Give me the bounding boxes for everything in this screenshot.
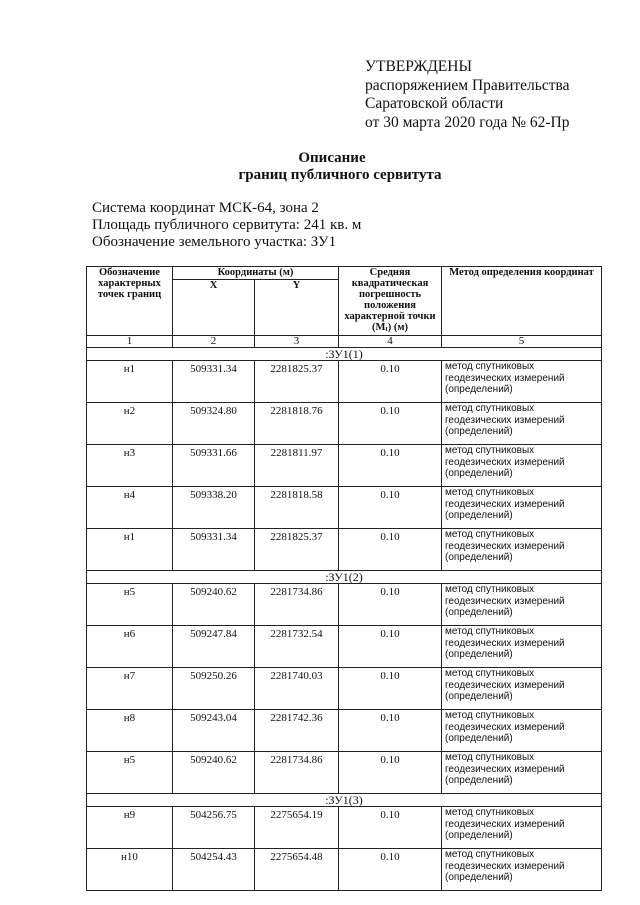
determination-method: метод спутниковых геодезических измерений (определений): [442, 849, 602, 891]
group-label: :ЗУ1(3): [87, 794, 602, 807]
determination-method: метод спутниковых геодезических измерений (определений): [442, 626, 602, 668]
point-label: н1: [87, 361, 173, 403]
header-point: Обозначение характерных точек границ: [87, 267, 173, 336]
determination-method: метод спутниковых геодезических измерений (определений): [442, 807, 602, 849]
point-label: н5: [87, 584, 173, 626]
y-coordinate: 2281811.97: [255, 445, 339, 487]
group-row: [87, 794, 602, 807]
determination-method: метод спутниковых геодезических измерений (определений): [442, 584, 602, 626]
point-label: н1: [87, 529, 173, 571]
determination-method: метод спутниковых геодезических измерений (определений): [442, 403, 602, 445]
x-coordinate: 504254.43: [173, 849, 255, 891]
point-label: н3: [87, 445, 173, 487]
approval-line: распоряжением Правительства: [365, 76, 570, 94]
x-coordinate: 509331.66: [173, 445, 255, 487]
table-row: [87, 807, 602, 849]
determination-method: метод спутниковых геодезических измерений (определений): [442, 529, 602, 571]
parcel-designation: Обозначение земельного участка: ЗУ1: [92, 234, 337, 250]
position-error: 0.10: [339, 403, 442, 445]
x-coordinate: 509247.84: [173, 626, 255, 668]
x-coordinate: 509324.80: [173, 403, 255, 445]
column-number: 3: [255, 336, 339, 348]
position-error: 0.10: [339, 584, 442, 626]
group-row: [87, 571, 602, 584]
y-coordinate: 2281732.54: [255, 626, 339, 668]
info-block: [92, 200, 592, 251]
table-row: [87, 529, 602, 571]
title-line: Описание: [298, 150, 366, 166]
y-coordinate: 2275654.19: [255, 807, 339, 849]
table-row: [87, 584, 602, 626]
column-number: 1: [87, 336, 173, 348]
approval-block: [365, 58, 625, 132]
x-coordinate: 509240.62: [173, 584, 255, 626]
determination-method: метод спутниковых геодезических измерений (определений): [442, 445, 602, 487]
x-coordinate: 509250.26: [173, 668, 255, 710]
group-row: [87, 348, 602, 361]
y-coordinate: 2281742.36: [255, 710, 339, 752]
approval-line: Саратовской области: [365, 95, 504, 112]
y-coordinate: 2275654.48: [255, 849, 339, 891]
x-coordinate: 509331.34: [173, 361, 255, 403]
y-coordinate: 2281818.76: [255, 403, 339, 445]
x-coordinate: 509331.34: [173, 529, 255, 571]
determination-method: метод спутниковых геодезических измерений (определений): [442, 361, 602, 403]
position-error: 0.10: [339, 361, 442, 403]
approval-date: от 30 марта 2020 года № 62-Пр: [365, 113, 570, 131]
table-row: [87, 361, 602, 403]
header-error-post: ) (м): [387, 322, 409, 333]
table-row: [87, 849, 602, 891]
coordinate-system: Система координат МСК-64, зона 2: [92, 200, 319, 216]
determination-method: метод спутниковых геодезических измерений (определений): [442, 668, 602, 710]
x-coordinate: 509240.62: [173, 752, 255, 794]
header-error-sub: t: [385, 325, 388, 333]
table-row: [87, 487, 602, 529]
header-coordinates: Координаты (м): [173, 267, 339, 280]
column-numbers-row: [87, 336, 602, 348]
group-label: :ЗУ1(1): [87, 348, 602, 361]
position-error: 0.10: [339, 626, 442, 668]
position-error: 0.10: [339, 752, 442, 794]
table-row: [87, 668, 602, 710]
group-label: :ЗУ1(2): [87, 571, 602, 584]
point-label: н9: [87, 807, 173, 849]
table-row: [87, 752, 602, 794]
determination-method: метод спутниковых геодезических измерений (определений): [442, 487, 602, 529]
coordinates-table: [86, 266, 602, 891]
x-coordinate: 509243.04: [173, 710, 255, 752]
determination-method: метод спутниковых геодезических измерений (определений): [442, 752, 602, 794]
point-label: н8: [87, 710, 173, 752]
title-line: границ публичного сервитута: [238, 167, 442, 183]
x-coordinate: 509338.20: [173, 487, 255, 529]
position-error: 0.10: [339, 710, 442, 752]
position-error: 0.10: [339, 487, 442, 529]
determination-method: метод спутниковых геодезических измерений (определений): [442, 710, 602, 752]
y-coordinate: 2281825.37: [255, 529, 339, 571]
approval-heading: УТВЕРЖДЕНЫ: [365, 58, 472, 75]
point-label: н7: [87, 668, 173, 710]
position-error: 0.10: [339, 849, 442, 891]
table-row: [87, 445, 602, 487]
point-label: н5: [87, 752, 173, 794]
header-x: X: [173, 280, 255, 336]
column-number: 2: [173, 336, 255, 348]
table-row: [87, 710, 602, 752]
position-error: 0.10: [339, 445, 442, 487]
column-number: 5: [442, 336, 602, 348]
table-row: [87, 626, 602, 668]
point-label: н6: [87, 626, 173, 668]
y-coordinate: 2281734.86: [255, 584, 339, 626]
servitude-area: Площадь публичного сервитута: 241 кв. м: [92, 217, 362, 233]
position-error: 0.10: [339, 529, 442, 571]
column-number: 4: [339, 336, 442, 348]
y-coordinate: 2281734.86: [255, 752, 339, 794]
y-coordinate: 2281740.03: [255, 668, 339, 710]
position-error: 0.10: [339, 668, 442, 710]
y-coordinate: 2281818.58: [255, 487, 339, 529]
y-coordinate: 2281825.37: [255, 361, 339, 403]
header-error-pre: Средняя квадратическая погрешность положения характерной точки (М: [344, 267, 436, 333]
table-body: [87, 336, 602, 891]
point-label: н2: [87, 403, 173, 445]
header-method: Метод определения координат: [442, 267, 602, 336]
table-row: [87, 403, 602, 445]
header-y: Y: [255, 280, 339, 336]
point-label: н10: [87, 849, 173, 891]
header-error: [339, 267, 442, 336]
document-title: [0, 150, 640, 184]
point-label: н4: [87, 487, 173, 529]
position-error: 0.10: [339, 807, 442, 849]
x-coordinate: 504256.75: [173, 807, 255, 849]
